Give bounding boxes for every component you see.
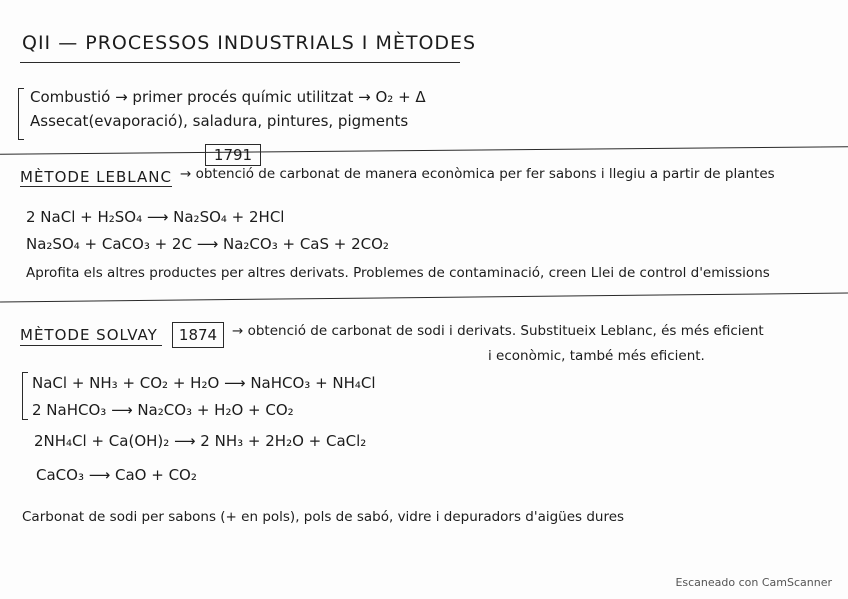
solvay-equation-1: NaCl + NH₃ + CO₂ + H₂O ⟶ NaHCO₃ + NH₄Cl — [32, 374, 376, 392]
solvay-heading: MÈTODE SOLVAY — [20, 326, 158, 344]
solvay-description-2: i econòmic, també més eficient. — [488, 348, 705, 364]
leblanc-equation-2: Na₂SO₄ + CaCO₃ + 2C ⟶ Na₂CO₃ + CaS + 2CO₂ — [26, 235, 389, 253]
solvay-equation-3: 2NH₄Cl + Ca(OH)₂ ⟶ 2 NH₃ + 2H₂O + CaCl₂ — [34, 432, 367, 450]
section-divider-1 — [0, 146, 848, 154]
solvay-uses: Carbonat de sodi per sabons (+ en pols), pols de sabó, vidre i depuradors d'aigües dures — [22, 509, 625, 525]
leblanc-equation-1: 2 NaCl + H₂SO₄ ⟶ Na₂SO₄ + 2HCl — [26, 208, 285, 226]
section-divider-2 — [0, 293, 848, 303]
leblanc-heading-underline — [20, 186, 172, 187]
intro-line-1: Combustió → primer procés químic utilitzat → O₂ + Δ — [30, 88, 426, 106]
intro-line-2: Assecat(evaporació), saladura, pintures, pigments — [30, 112, 409, 130]
scanner-watermark: Escaneado con CamScanner — [675, 576, 832, 589]
solvay-description-1: → obtenció de carbonat de sodi i derivats. Substitueix Leblanc, és més eficient — [232, 323, 764, 339]
leblanc-description: → obtenció de carbonat de manera econòmica per fer sabons i llegiu a partir de plantes — [180, 166, 775, 182]
solvay-equation-2: 2 NaHCO₃ ⟶ Na₂CO₃ + H₂O + CO₂ — [32, 401, 294, 419]
leblanc-heading: MÈTODE LEBLANC — [20, 168, 172, 186]
solvay-year-box: 1874 — [172, 322, 224, 348]
leblanc-year-box: 1791 — [205, 144, 261, 166]
solvay-heading-underline — [20, 345, 162, 346]
page-title: QII — PROCESSOS INDUSTRIALS I MÈTODES — [22, 32, 477, 54]
title-underline — [20, 62, 460, 63]
solvay-equation-4: CaCO₃ ⟶ CaO + CO₂ — [36, 466, 197, 484]
leblanc-note: Aprofita els altres productes per altres derivats. Problemes de contaminació, creen Llei de control d'emissions — [26, 265, 770, 281]
intro-bracket — [18, 88, 24, 140]
solvay-bracket — [22, 372, 28, 420]
